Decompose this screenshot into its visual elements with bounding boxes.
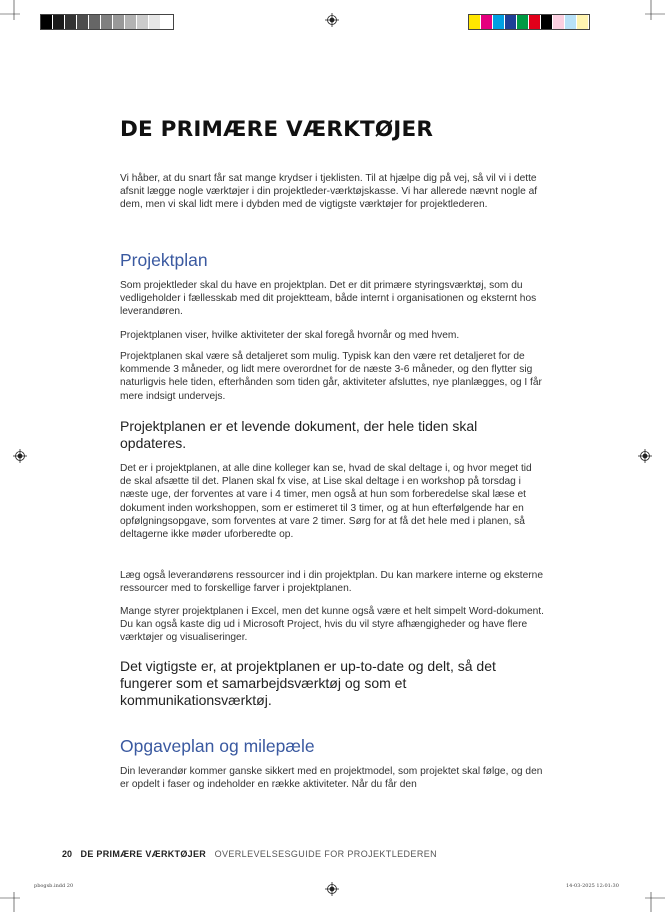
- color-swatch: [53, 15, 65, 29]
- paragraph: Projektplanen skal være så detaljeret som mulig. Typisk kan den være ret detaljeret for de kommende 3 måneder, og lidt mere overordnet for de næste 3-6 måneder, og den flytter sig naturligvis hele tiden, efterhånden som tiden går, aktiviteter afsluttes, nye planlægges, og I får mere indsigt undervejs.: [120, 351, 542, 402]
- color-swatch: [89, 15, 101, 29]
- page-number: 20: [62, 849, 73, 859]
- color-swatch: [77, 15, 89, 29]
- color-swatch: [553, 15, 565, 29]
- paragraph: Læg også leverandørens ressourcer ind i din projektplan. Du kan markere interne og eksterne ressourcer med to forskellige farver i projektplanen.: [120, 570, 544, 595]
- color-swatch: [137, 15, 149, 29]
- paragraph: Mange styrer projektplanen i Excel, men det kunne også være et helt simpelt Word-dokument. Du kan også kaste dig ud i Microsoft Project, hvis du vil styre afhængigheder og have flere værktøjer og visualiseringer.: [120, 606, 544, 644]
- color-control-bar: [468, 14, 590, 30]
- paragraph: Projektplanen viser, hvilke aktiviteter der skal foregå hvornår og med hvem.: [120, 330, 460, 341]
- paragraph: Din leverandør kommer ganske sikkert med en projektmodel, som projektet skal følge, og den er opdelt i faser og indeholder en række aktiviteter. Når du får den: [120, 766, 543, 791]
- pull-quote: Projektplanen er et levende dokument, der hele tiden skal opdateres.: [120, 418, 478, 451]
- paragraph: Som projektleder skal du have en projektplan. Det er dit primære styringsværktøj, som du vedligeholder i fællesskab med dit projektteam, både internt i organisationen og eksternt hos leverandøren.: [120, 280, 537, 318]
- color-swatch: [493, 15, 505, 29]
- color-swatch: [505, 15, 517, 29]
- gray-scale-bar: [40, 14, 174, 30]
- color-swatch: [113, 15, 125, 29]
- registration-mark-icon: [13, 13, 652, 896]
- slug-filename: pbogsb.indd 20: [34, 883, 74, 889]
- pull-quote: Det vigtigste er, at projektplanen er up-to-date og delt, så det fungerer som et samarbejdsværktøj og som et kommunikationsværktøj.: [120, 658, 496, 708]
- color-swatch: [101, 15, 113, 29]
- color-swatch: [161, 15, 173, 29]
- color-swatch: [541, 15, 553, 29]
- color-swatch: [125, 15, 137, 29]
- page-title: DE PRIMÆRE VÆRKTØJER: [120, 117, 434, 142]
- section-heading-opgaveplan: Opgaveplan og milepæle: [120, 736, 315, 756]
- slug-timestamp: 14-03-2025 12:01:30: [566, 883, 619, 889]
- color-swatch: [41, 15, 53, 29]
- footer-section-name: DE PRIMÆRE VÆRKTØJER: [80, 849, 207, 859]
- footer-book-title: OVERLEVELSESGUIDE FOR PROJEKTLEDEREN: [214, 849, 438, 859]
- page-footer: [62, 849, 437, 859]
- color-swatch: [65, 15, 77, 29]
- color-swatch: [149, 15, 161, 29]
- intro-paragraph: Vi håber, at du snart får sat mange krydser i tjeklisten. Til at hjælpe dig på vej, så vil vi i dette afsnit lægge nogle værktøjer i din projektleder-værktøjskasse. Vi har allerede nævnt nogle af dem, men vi skal lidt mere i dybden med de vigtigste værktøjer for projektlederen.: [120, 173, 538, 211]
- paragraph: Det er i projektplanen, at alle dine kolleger kan se, hvad de skal deltage i, og hvor meget tid de skal afsætte til det. Planen skal fx vise, at Lise skal deltage i en workshop på torsdag i næste uge, der forventes at vare i 4 timer, men også at hun som forberedelse skal læse et dokument inden workshoppen, som er estimeret til 3 timer, og at hun efterfølgende har en opfølgningsopgave, som forventes at vare 2 timer. Sørg for at få det hele med i planen, så deltagerne ikke møder uforberedte op.: [120, 463, 532, 541]
- color-swatch: [469, 15, 481, 29]
- color-swatch: [481, 15, 493, 29]
- color-swatch: [517, 15, 529, 29]
- color-swatch: [529, 15, 541, 29]
- color-swatch: [577, 15, 589, 29]
- section-heading-projektplan: Projektplan: [120, 250, 208, 270]
- color-swatch: [565, 15, 577, 29]
